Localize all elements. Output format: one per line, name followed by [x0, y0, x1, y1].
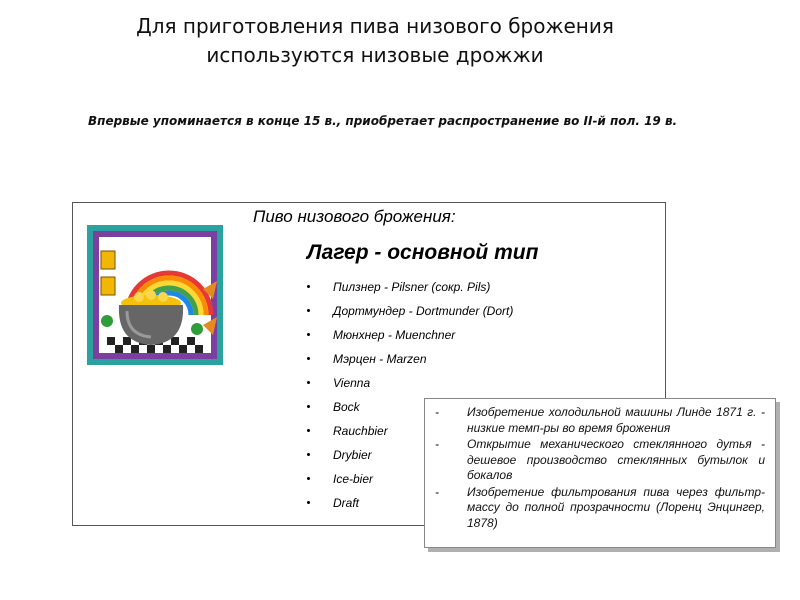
bullet-icon — [307, 429, 310, 432]
bullet-icon — [307, 381, 310, 384]
list-item: Мэрцен - Marzen — [305, 351, 513, 375]
bullet-icon — [307, 453, 310, 456]
dash-marker: - — [435, 405, 439, 419]
history-note-list — [425, 399, 775, 531]
list-item: Ice-bier — [305, 471, 513, 495]
box-heading: Пиво низового брожения: — [253, 207, 456, 226]
bullet-icon — [307, 357, 310, 360]
lager-heading: Лагер - основной тип — [307, 241, 539, 264]
list-item: - Открытие механического стеклянного дутья - дешевое производство стеклянных бутылок и бокалов — [435, 437, 765, 482]
history-note-box — [424, 398, 776, 548]
bullet-icon — [307, 309, 310, 312]
list-item: Пилзнер - Pilsner (сокр. Pils) — [305, 279, 513, 303]
pot-of-gold-icon — [87, 225, 223, 365]
title-line-1: Для приготовления пива низового брожения — [136, 14, 614, 38]
list-item: Дортмундер - Dortmunder (Dort) — [305, 303, 513, 327]
bullet-icon — [307, 501, 310, 504]
list-item: Draft — [305, 495, 513, 519]
bullet-icon — [307, 285, 310, 288]
bullet-icon — [307, 333, 310, 336]
bullet-icon — [307, 405, 310, 408]
list-item: Vienna — [305, 375, 513, 399]
list-item: Мюнхнер - Muenchner — [305, 327, 513, 351]
list-item: - Изобретение фильтрования пива через фильтр-массу до полной прозрачности (Лоренц Энцингер, 1878) — [435, 484, 765, 530]
slide-title — [60, 12, 690, 70]
list-item: - Изобретение холодильной машины Линде 1871 г. - низкие темп-ры во время брожения — [435, 405, 765, 435]
slide-subtitle: Впервые упоминается в конце 15 в., приобретает распространение во II-й пол. 19 в. — [88, 114, 678, 128]
list-item: Bock — [305, 399, 513, 423]
list-item: Rauchbier — [305, 423, 513, 447]
bullet-icon — [307, 477, 310, 480]
list-item: Drybier — [305, 447, 513, 471]
dash-marker: - — [435, 484, 439, 499]
dash-marker: - — [435, 437, 439, 451]
title-line-2: используются низовые дрожжи — [206, 43, 544, 67]
